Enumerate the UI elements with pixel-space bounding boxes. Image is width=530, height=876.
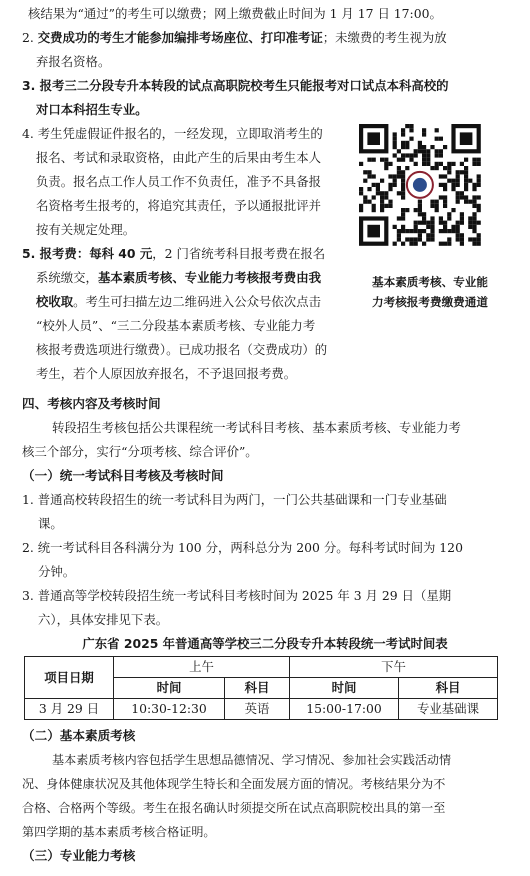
table-header: 项目日期 [25, 657, 114, 699]
qr-code-graphic [358, 120, 483, 264]
list-item-4: 4. 考生凭虚假证件报名的，一经发现，立即取消考生的 [22, 126, 323, 141]
qr-caption-line: 基本素质考核、专业能 [372, 275, 488, 289]
text-line: 弃报名资格。 [36, 54, 111, 69]
table-title: 广东省 2025 年普通高等学校三二分段专升本转段统一考试时间表 [82, 636, 448, 651]
qr-caption-line: 力考核报考费缴费通道 [372, 295, 488, 309]
table-cell: 英语 [225, 699, 290, 720]
table-row [25, 657, 498, 678]
table-cell: 专业基础课 [399, 699, 498, 720]
text-line: 六），具体安排见下表。 [38, 612, 169, 627]
text-line [36, 290, 321, 314]
list-item-3: 3. 普通高等学校转段招生统一考试科目考核时间为 2025 年 3 月 29 日（星期 [22, 588, 452, 603]
text-line: 核结果为“通过”的考生可以缴费；网上缴费截止时间为 1 月 17 日 17:00。 [28, 6, 442, 21]
qr-caption [355, 272, 505, 312]
exam-schedule-table [24, 656, 498, 720]
paragraph-line: 合格、合格两个等级。考生在报名确认时须提交所在试点高职院校出具的第一至 [22, 801, 446, 815]
text: ；未缴费的考生视为放 [322, 30, 447, 45]
text-line: 报名、考试和录取资格，由此产生的后果由考生本人 [36, 150, 321, 165]
subsection-heading: （二）基本素质考核 [22, 728, 136, 743]
paragraph-line: 核三个部分，实行“分项考核、综合评价”。 [22, 444, 258, 459]
text-line: 名资格考生报考的，将追究其责任，予以通报批评并 [36, 198, 321, 213]
table-header: 科目 [225, 678, 290, 699]
text-line: “校外人员”、“三二分段基本素质考核、专业能力考 [36, 318, 316, 333]
table-header: 时间 [290, 678, 399, 699]
subsection-heading: （三）专业能力考核 [22, 848, 136, 863]
text: ，2 门省统考科目报考费在报名 [152, 246, 326, 261]
list-item-2 [22, 26, 447, 50]
table-cell: 3 月 29 日 [25, 699, 114, 720]
table-header: 科目 [399, 678, 498, 699]
paragraph-line: 基本素质考核内容包括学生思想品德情况、学习情况、参加社会实践活动情 [52, 753, 452, 767]
text-line: 按有关规定处理。 [36, 222, 136, 237]
text-line: 考生，若个人原因放弃报名，不予退回报考费。 [36, 366, 297, 381]
list-number: 2. [22, 30, 34, 45]
list-item-5 [22, 242, 325, 266]
section-heading: 四、考核内容及考核时间 [22, 396, 161, 411]
table-header: 下午 [290, 657, 498, 678]
text-line: 核报考费选项进行缴费）。已成功报名（交费成功）的 [36, 342, 328, 357]
list-item-1: 1. 普通高校转段招生的统一考试科目为两门，一门公共基础课和一门专业基础 [22, 492, 447, 507]
text: 。考生可扫描左边二维码进入公众号依次点击 [73, 294, 321, 309]
bold-text: 基本素质考核、专业能力考核报考费由我 [97, 270, 321, 285]
text: 系统缴交， [36, 270, 98, 285]
subsection-heading: （一）统一考试科目考核及考核时间 [22, 468, 224, 483]
table-cell: 10:30-12:30 [114, 699, 225, 720]
text-line [36, 266, 321, 290]
text-line: 分钟。 [38, 564, 76, 579]
table-header: 时间 [114, 678, 225, 699]
list-item-3: 3. 报考三二分段专升本转段的试点高职院校考生只能报考对口试点本科高校的 [22, 78, 449, 93]
text-line: 负责。报名点工作人员工作不负责任，准予不具备报 [36, 174, 321, 189]
bold-text: 交费成功的考生才能参加编排考场座位、打印准考证 [37, 30, 323, 45]
qr-code-icon[interactable] [358, 120, 483, 264]
text-line: 课。 [38, 516, 63, 531]
bold-text: 校收取 [36, 294, 74, 309]
list-item-2: 2. 统一考试科目各科满分为 100 分，两科总分为 200 分。每科考试时间为 120 [22, 540, 463, 555]
bold-text: 5. 报考费：每科 40 元 [22, 246, 153, 261]
table-row [25, 699, 498, 720]
paragraph-line: 第四学期的基本素质考核合格证明。 [22, 825, 216, 839]
text-line: 对口本科招生专业。 [36, 102, 148, 117]
table-cell: 15:00-17:00 [290, 699, 399, 720]
table-header: 上午 [114, 657, 290, 678]
paragraph-line: 况、身体健康状况及其他体现学生特长和全面发展方面的情况。考核结果分为不 [22, 777, 446, 791]
paragraph-line: 转段招生考核包括公共课程统一考试科目考核、基本素质考核、专业能力考 [52, 420, 461, 435]
